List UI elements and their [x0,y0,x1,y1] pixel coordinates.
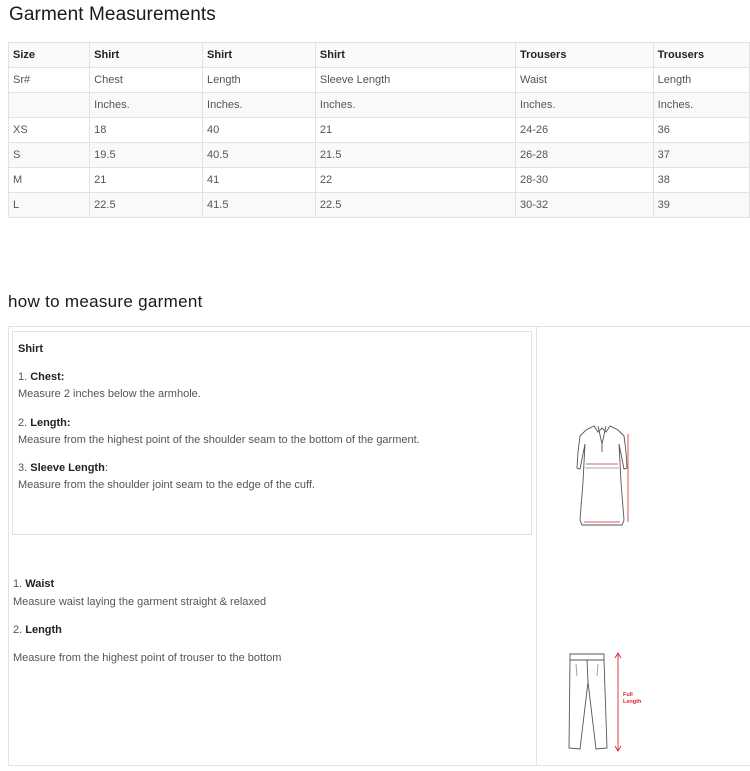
table-cell: 41.5 [203,193,316,218]
measure-guide [8,326,750,766]
table-cell: 38 [653,168,749,193]
shirt-guide-box [12,331,532,535]
trouser-item-length-desc: Measure from the highest point of trouser to the bottom [13,652,282,664]
table-cell: Length [653,68,749,93]
table-cell: S [9,143,90,168]
full-length-label-1: Full [623,692,633,698]
header-cell: Shirt [315,43,515,68]
shirt-item-sleeve-heading [18,462,108,474]
table-cell: Inches. [315,93,515,118]
item-label: Chest: [30,371,65,383]
header-cell: Trousers [515,43,653,68]
table-cell: Inches. [90,93,203,118]
guide-text-column [9,327,537,765]
table-row [9,143,750,168]
trouser-item-waist-heading [13,578,54,590]
table-row [9,168,750,193]
item-number: 2. [18,417,31,429]
shirt-item-chest-desc: Measure 2 inches below the armhole. [18,388,201,400]
size-chart-table [8,42,750,218]
table-row [9,68,750,93]
table-cell: Inches. [653,93,749,118]
item-label: Length [25,624,62,636]
table-cell: 41 [203,168,316,193]
shirt-item-length-desc: Measure from the highest point of the shoulder seam to the bottom of the garment. [18,434,420,446]
item-number: 3. [18,462,31,474]
table-cell: XS [9,118,90,143]
table-cell: 21.5 [315,143,515,168]
table-cell: 36 [653,118,749,143]
table-cell: 40.5 [203,143,316,168]
item-suffix: : [104,462,108,474]
table-row [9,193,750,218]
trouser-item-length-heading [13,624,62,636]
table-cell: 21 [90,168,203,193]
table-cell: 24-26 [515,118,653,143]
shirt-item-chest-heading [18,371,64,383]
table-cell: Inches. [203,93,316,118]
shirt-item-length-heading [18,417,71,429]
header-cell: Trousers [653,43,749,68]
item-number: 1. [18,371,31,383]
shirt-guide-title: Shirt [18,343,44,355]
header-cell: Shirt [90,43,203,68]
table-header-row [9,43,750,68]
table-cell: Sleeve Length [315,68,515,93]
item-label: Waist [25,578,55,590]
item-label: Length: [30,417,71,429]
table-cell: 26-28 [515,143,653,168]
header-cell: Size [9,43,90,68]
table-cell: 18 [90,118,203,143]
table-cell: Sr# [9,68,90,93]
table-cell: Length [203,68,316,93]
table-cell: 22.5 [315,193,515,218]
table-cell: 40 [203,118,316,143]
table-row [9,118,750,143]
full-length-label-2: Length [623,699,642,705]
item-number: 1. [13,578,26,590]
table-cell: 28-30 [515,168,653,193]
shirt-measure-lines [584,434,628,522]
guide-heading: how to measure garment [8,292,203,311]
table-row [9,93,750,118]
table-cell: Inches. [515,93,653,118]
table-cell: 39 [653,193,749,218]
table-cell: 37 [653,143,749,168]
item-number: 2. [13,624,26,636]
trouser-item-waist-desc: Measure waist laying the garment straight & relaxed [13,596,267,608]
table-cell: 22.5 [90,193,203,218]
table-cell: 22 [315,168,515,193]
table-cell: 30-32 [515,193,653,218]
page-title: Garment Measurements [9,4,216,25]
table-cell: M [9,168,90,193]
shirt-diagram [572,422,632,530]
table-cell [9,93,90,118]
header-cell: Shirt [203,43,316,68]
table-cell: Waist [515,68,653,93]
table-cell: Chest [90,68,203,93]
table-cell: 21 [315,118,515,143]
trouser-diagram [566,650,652,754]
length-arrow [615,653,621,751]
item-label: Sleeve Length [30,462,105,474]
shirt-item-sleeve-desc: Measure from the shoulder joint seam to the edge of the cuff. [18,479,315,491]
table-cell: 19.5 [90,143,203,168]
table-cell: L [9,193,90,218]
